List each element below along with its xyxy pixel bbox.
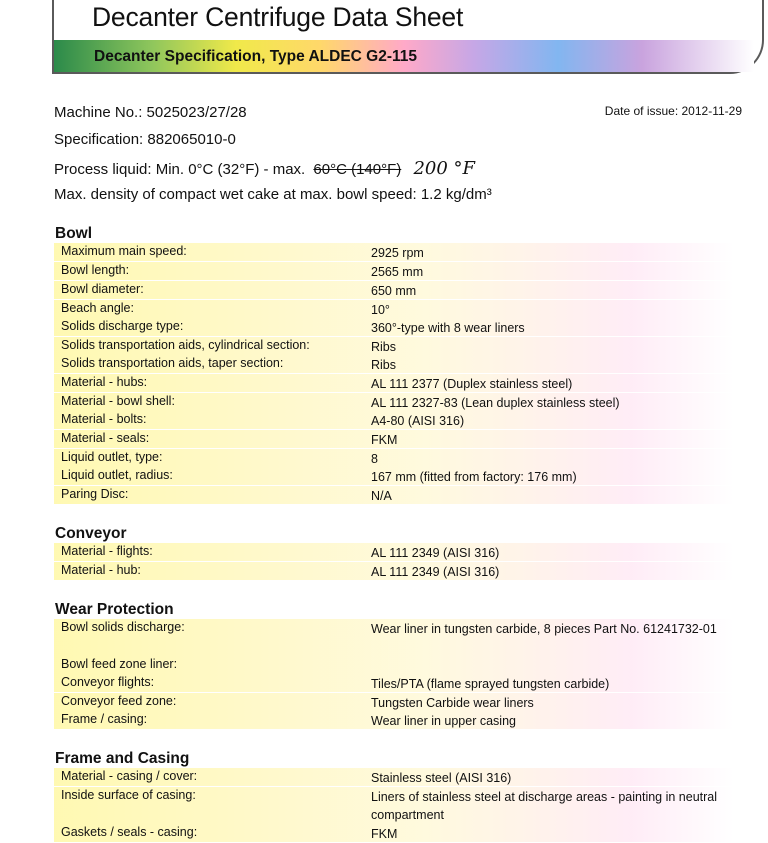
row-value: 167 mm (fitted from factory: 176 mm) [371,470,577,484]
row-value: FKM [371,827,398,841]
process-liquid-struck-value: 60°C (140°F) [313,161,402,178]
process-liquid-text: Process liquid: Min. 0°C (32°F) - max. [54,161,306,178]
table-row [54,619,734,656]
table-row [54,768,734,786]
row-label: Liquid outlet, type: [61,450,163,464]
row-label: Beach angle: [61,301,134,315]
date-of-issue: Date of issue: 2012-11-29 [604,104,742,118]
row-value: Wear liner in tungsten carbide, 8 pieces Part No. 61241732-01 [371,622,717,636]
table-row [54,430,734,448]
table-row [54,262,734,280]
row-value: Tungsten Carbide wear liners [371,696,534,710]
row-label: Material - seals: [61,431,150,445]
row-label: Material - hubs: [61,375,148,389]
row-label: Material - casing / cover: [61,769,198,783]
handwritten-correction: 200 °F [413,158,476,179]
table-row [54,824,734,842]
row-label: Solids transportation aids, taper section: [61,356,284,370]
section-title-bowl: Bowl [55,225,93,242]
row-label: Frame / casing: [61,712,148,726]
table-row [54,318,734,336]
row-value: AL 111 2327-83 (Lean duplex stainless steel) [371,396,620,410]
table-row [54,656,734,674]
row-label: Conveyor feed zone: [61,694,177,708]
process-liquid [54,158,475,179]
row-label: Conveyor flights: [61,675,155,689]
row-label: Solids discharge type: [61,319,184,333]
table-row [54,467,734,485]
table-row [54,393,734,411]
specification-number: Specification: 882065010-0 [54,131,236,148]
row-value: Wear liner in upper casing [371,714,516,728]
max-density: Max. density of compact wet cake at max. bowl speed: 1.2 kg/dm³ [54,186,492,203]
table-row [54,543,734,561]
machine-number: Machine No.: 5025023/27/28 [54,104,247,121]
row-label: Gaskets / seals - casing: [61,825,198,839]
row-label: Inside surface of casing: [61,788,196,802]
row-value: FKM [371,433,398,447]
table-row [54,449,734,467]
row-value: 2925 rpm [371,246,424,260]
table-row [54,562,734,580]
row-label: Liquid outlet, radius: [61,468,173,482]
row-value: 10° [371,303,390,317]
section-title-conveyor: Conveyor [55,525,127,542]
row-label: Material - hub: [61,563,141,577]
table-row [54,281,734,299]
row-label: Bowl feed zone liner: [61,657,178,671]
row-value: Tiles/PTA (flame sprayed tungsten carbide) [371,677,610,691]
section-title-wear-protection: Wear Protection [55,601,174,618]
row-value: AL 111 2349 (AISI 316) [371,546,500,560]
row-value: AL 111 2377 (Duplex stainless steel) [371,377,573,391]
section-title-frame-casing: Frame and Casing [55,750,190,767]
table-row [54,355,734,373]
table-row [54,674,734,692]
table-row [54,486,734,504]
row-label: Bowl diameter: [61,282,144,296]
row-value: N/A [371,489,392,503]
table-row [54,300,734,318]
row-value: Ribs [371,358,397,372]
row-label: Solids transportation aids, cylindrical section: [61,338,310,352]
row-value: A4-80 (AISI 316) [371,414,465,428]
row-value: 360°-type with 8 wear liners [371,321,525,335]
row-value: 2565 mm [371,265,424,279]
row-label: Material - bowl shell: [61,394,175,408]
row-value: Liners of stainless steel at discharge areas - painting in neutral compartment [371,790,718,822]
row-label: Bowl length: [61,263,130,277]
page-title: Decanter Centrifuge Data Sheet [92,2,464,32]
table-row [54,787,734,824]
row-value: AL 111 2349 (AISI 316) [371,565,500,579]
page-subtitle: Decanter Specification, Type ALDEC G2-115 [94,48,418,65]
row-value: 8 [371,452,378,466]
row-label: Material - flights: [61,544,153,558]
table-row [54,337,734,355]
row-label: Material - bolts: [61,412,147,426]
table-row [54,243,734,261]
row-value: 650 mm [371,284,417,298]
table-row [54,411,734,429]
table-row [54,374,734,392]
table-row [54,693,734,711]
row-value: Stainless steel (AISI 316) [371,771,512,785]
row-label: Paring Disc: [61,487,129,501]
row-label: Maximum main speed: [61,244,187,258]
row-value: Ribs [371,340,397,354]
table-row [54,711,734,729]
row-label: Bowl solids discharge: [61,620,185,634]
